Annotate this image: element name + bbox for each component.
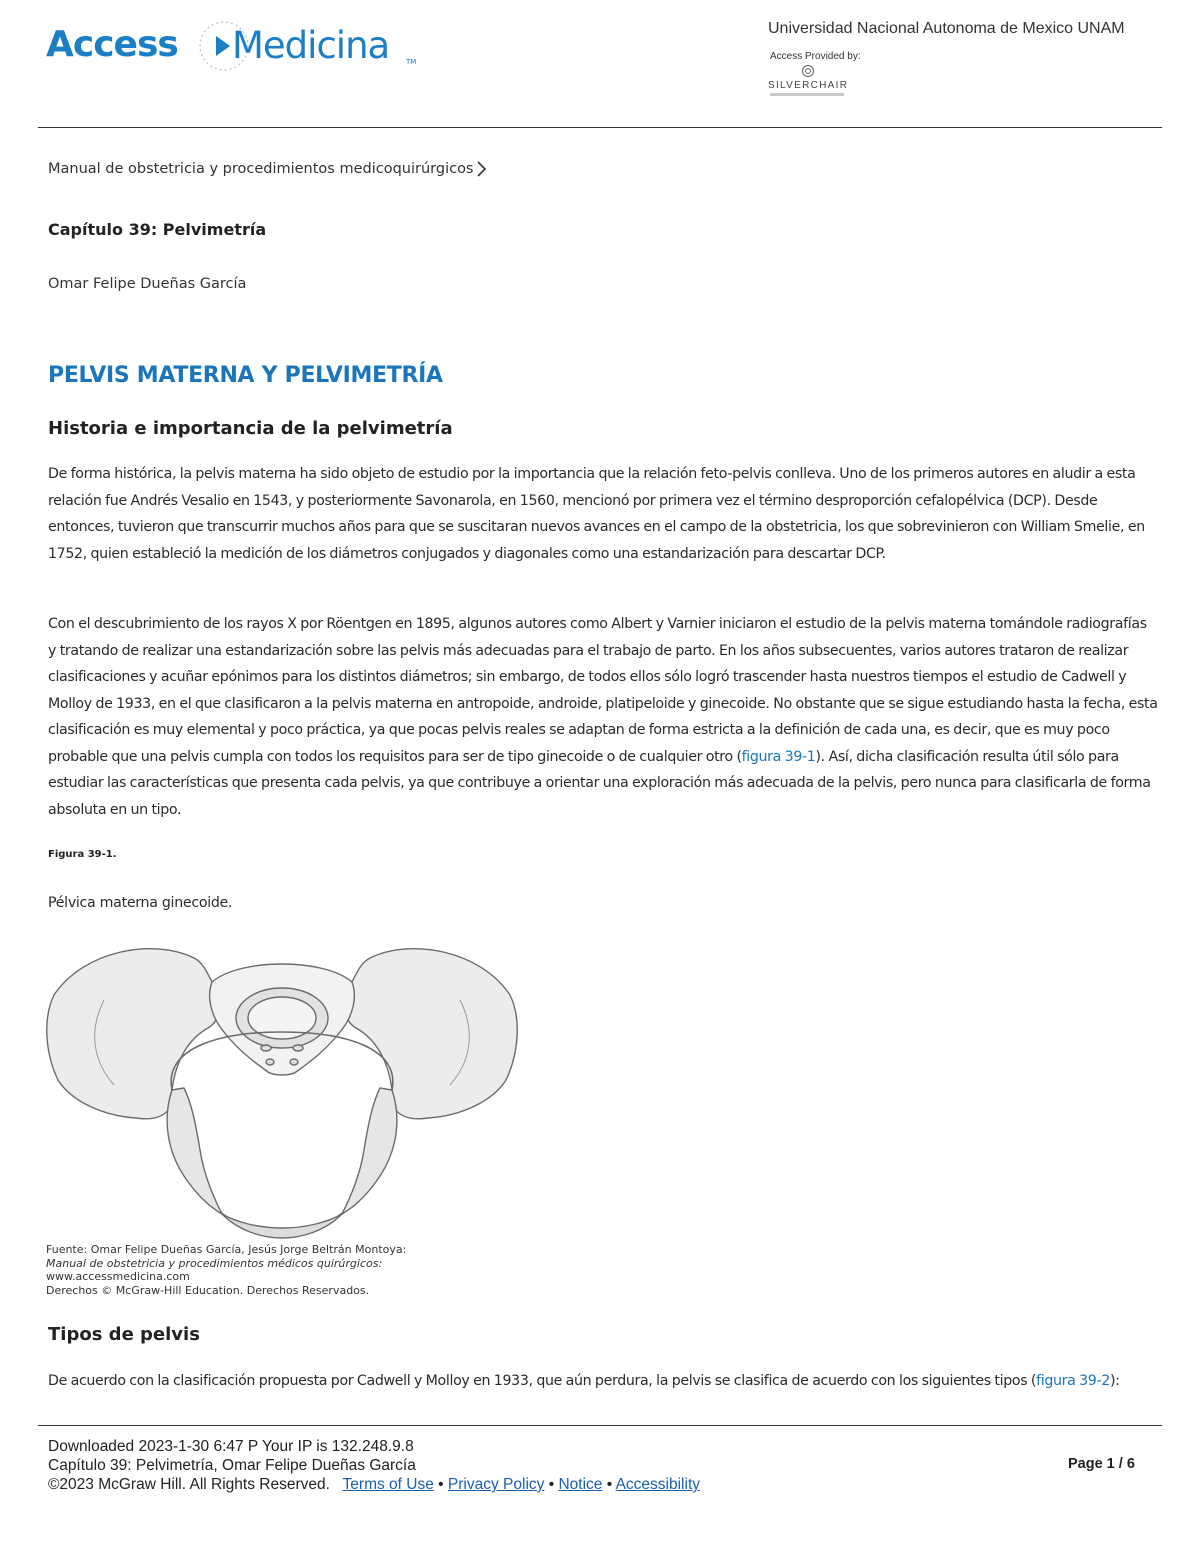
paragraph-text: Con el descubrimiento de los rayos X por Röentgen en 1895, algunos autores como Albert y Varnier iniciaron el estudio de la pelvis materna tomándole radiografías y tratando de realizar una estandarización sobre las pelvis más adecuadas para el trabajo de parto. En los años subsecuentes, varios autores trataron de realizar clasificaciones y acuñar epónimos para los distintos diámetros; sin embargo, de todos ellos sólo logró trascender hasta nuestros tiempos el estudio de Cadwell y Molloy de 1933, en el que clasificaron a la pelvis materna en antropoide, androide, platipeloide y ginecoide. No obstante que se sigue estudiando hasta la fecha, esta clasificación es muy elemental y poco práctica, ya que pocas pelvis reales se adaptan de forma estricta a la definición de cada una, es decir, que es muy poco probable que una pelvis cumpla con todos los requisitos para ser de tipo ginecoide o de cualquier otro ( [48,616,1158,765]
section-heading: PELVIS MATERNA Y PELVIMETRÍA [48,363,443,388]
paragraph-tipos [48,1368,1158,1395]
copyright-text: ©2023 McGraw Hill. All Rights Reserved. [48,1476,330,1493]
accessibility-link[interactable]: Accessibility [615,1476,701,1493]
download-info: Downloaded 2023-1-30 6:47 P Your IP is 132.248.9.8 [48,1438,414,1455]
paragraph-text: ). Así, dicha clasificación resulta útil sólo para estudiar las características que presenta cada pelvis, ya que contribuye a orientar una exploración más adecuada de la pelvis, pero nunca para clasificarla de forma absoluta en un tipo. [48,748,1151,818]
subsection-heading-historia: Historia e importancia de la pelvimetría [48,418,453,439]
breadcrumb [48,160,487,178]
logo-access-text: Access [46,24,178,65]
footer-divider [38,1425,1162,1426]
header-divider [38,127,1162,128]
source-line-rights: Derechos © McGraw-Hill Education. Derechos Reservados. [46,1283,370,1297]
figure-39-1-link[interactable]: figura 39-1 [741,748,816,765]
source-line-url[interactable]: www.accessmedicina.com [46,1270,190,1283]
chapter-author: Omar Felipe Dueñas García [48,276,247,292]
figure-caption: Pélvica materna ginecoide. [48,895,233,911]
chevron-right-icon [475,160,487,178]
breadcrumb-book-link[interactable]: Manual de obstetricia y procedimientos medicoquirúrgicos [48,161,474,177]
notice-link[interactable]: Notice [558,1476,603,1493]
silverchair-logo: SILVERCHAIR [768,80,849,91]
silverchair-icon [801,64,815,78]
source-book-title: Manual de obstetricia y procedimientos médicos quirúrgicos: [46,1256,383,1270]
terms-of-use-link[interactable]: Terms of Use [342,1476,434,1493]
accessmedicina-logo[interactable] [46,18,417,82]
paragraph-text: ): [1109,1373,1120,1389]
figure-label: Figura 39-1. [48,849,117,860]
subsection-heading-tipos: Tipos de pelvis [48,1324,200,1345]
citation-info: Capítulo 39: Pelvimetría, Omar Felipe Dueñas García [48,1457,416,1474]
page-footer [48,1437,700,1494]
privacy-policy-link[interactable]: Privacy Policy [447,1476,545,1493]
footer-copyright-row [48,1475,700,1494]
chapter-title: Capítulo 39: Pelvimetría [48,220,267,239]
bullet-separator: • [438,1476,444,1493]
logo-trademark: TM [406,58,417,66]
gynecoid-pelvis-illustration [44,940,520,1240]
figure-39-2-link[interactable]: figura 39-2 [1036,1373,1110,1389]
source-line-authors: Fuente: Omar Felipe Dueñas García, Jesús Jorge Beltrán Montoya: [46,1243,407,1256]
paragraph-historia-2 [48,611,1158,823]
bullet-separator: • [606,1476,613,1493]
access-provided-label: Access Provided by: [770,51,861,62]
institution-name: Universidad Nacional Autonoma de Mexico UNAM [768,20,1125,37]
logo-medicina-text: Medicina [232,24,390,67]
bullet-separator: • [548,1476,555,1493]
source-line-book [46,1257,406,1271]
page-header [0,0,1200,128]
silverchair-tagline [770,93,844,96]
page-number: Page 1 / 6 [1068,1456,1135,1472]
paragraph-text: De acuerdo con la clasificación propuesta por Cadwell y Molloy en 1933, que aún perdura, la pelvis se clasifica de acuerdo con los siguientes tipos ( [48,1373,1037,1389]
figure-source [46,1243,406,1297]
paragraph-historia-1: De forma histórica, la pelvis materna ha sido objeto de estudio por la importancia que la relación feto-pelvis conlleva. Uno de los primeros autores en aludir a esta relación fue Andrés Vesalio en 1543, y posteriormente Savonarola, en 1560, mencionó por primera vez el término desproporción cefalopélvica (DCP). Desde entonces, tuvieron que transcurrir muchos años para que se suscitaran nuevos avances en el campo de la obstetricia, los que sobrevinieron con William Smelie, en 1752, quien estableció la medición de los diámetros conjugados y diagonales como una estandarización para descartar DCP. [48,466,1145,562]
